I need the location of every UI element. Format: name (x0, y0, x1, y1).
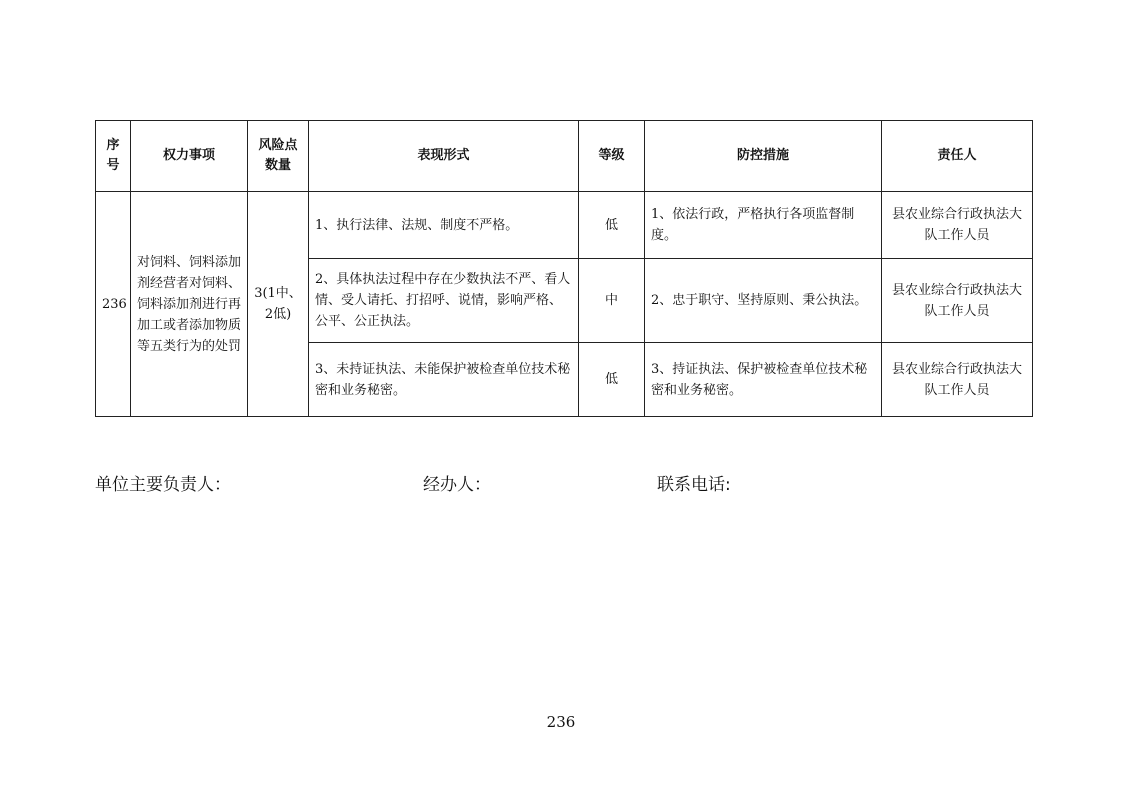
level-cell: 中 (579, 259, 645, 343)
table-row (96, 192, 1033, 259)
handler-label: 经办人： (423, 475, 491, 495)
responsible-cell: 县农业综合行政执法大队工作人员 (882, 192, 1033, 259)
risk-table (95, 120, 1033, 417)
form-cell: 1、执行法律、法规、制度不严格。 (309, 192, 579, 259)
responsible-cell: 县农业综合行政执法大队工作人员 (882, 259, 1033, 343)
measure-cell: 2、忠于职守、坚持原则、秉公执法。 (645, 259, 882, 343)
measure-cell: 1、依法行政，严格执行各项监督制度。 (645, 192, 882, 259)
power-item-cell: 对饲料、饲料添加剂经营者对饲料、饲料添加剂进行再加工或者添加物质等五类行为的处罚 (131, 192, 248, 417)
header-form: 表现形式 (309, 121, 579, 192)
risk-count-cell: 3(1中、2低) (248, 192, 309, 417)
header-level: 等级 (579, 121, 645, 192)
page-number: 236 (546, 713, 576, 731)
header-responsible: 责任人 (882, 121, 1033, 192)
header-row (96, 121, 1033, 192)
measure-cell: 3、持证执法、保护被检查单位技术秘密和业务秘密。 (645, 343, 882, 417)
header-seq: 序 号 (96, 121, 131, 192)
seq-cell: 236 (96, 192, 131, 417)
phone-label: 联系电话: (657, 475, 731, 495)
form-cell: 2、具体执法过程中存在少数执法不严、看人情、受人请托、打招呼、说情，影响严格、公平、公正执法。 (309, 259, 579, 343)
header-power-item: 权力事项 (131, 121, 248, 192)
level-cell: 低 (579, 343, 645, 417)
header-risk-count: 风险点 数量 (248, 121, 309, 192)
form-cell: 3、未持证执法、未能保护被检查单位技术秘密和业务秘密。 (309, 343, 579, 417)
header-measure: 防控措施 (645, 121, 882, 192)
level-cell: 低 (579, 192, 645, 259)
unit-head-label: 单位主要负责人： (95, 475, 231, 495)
responsible-cell: 县农业综合行政执法大队工作人员 (882, 343, 1033, 417)
